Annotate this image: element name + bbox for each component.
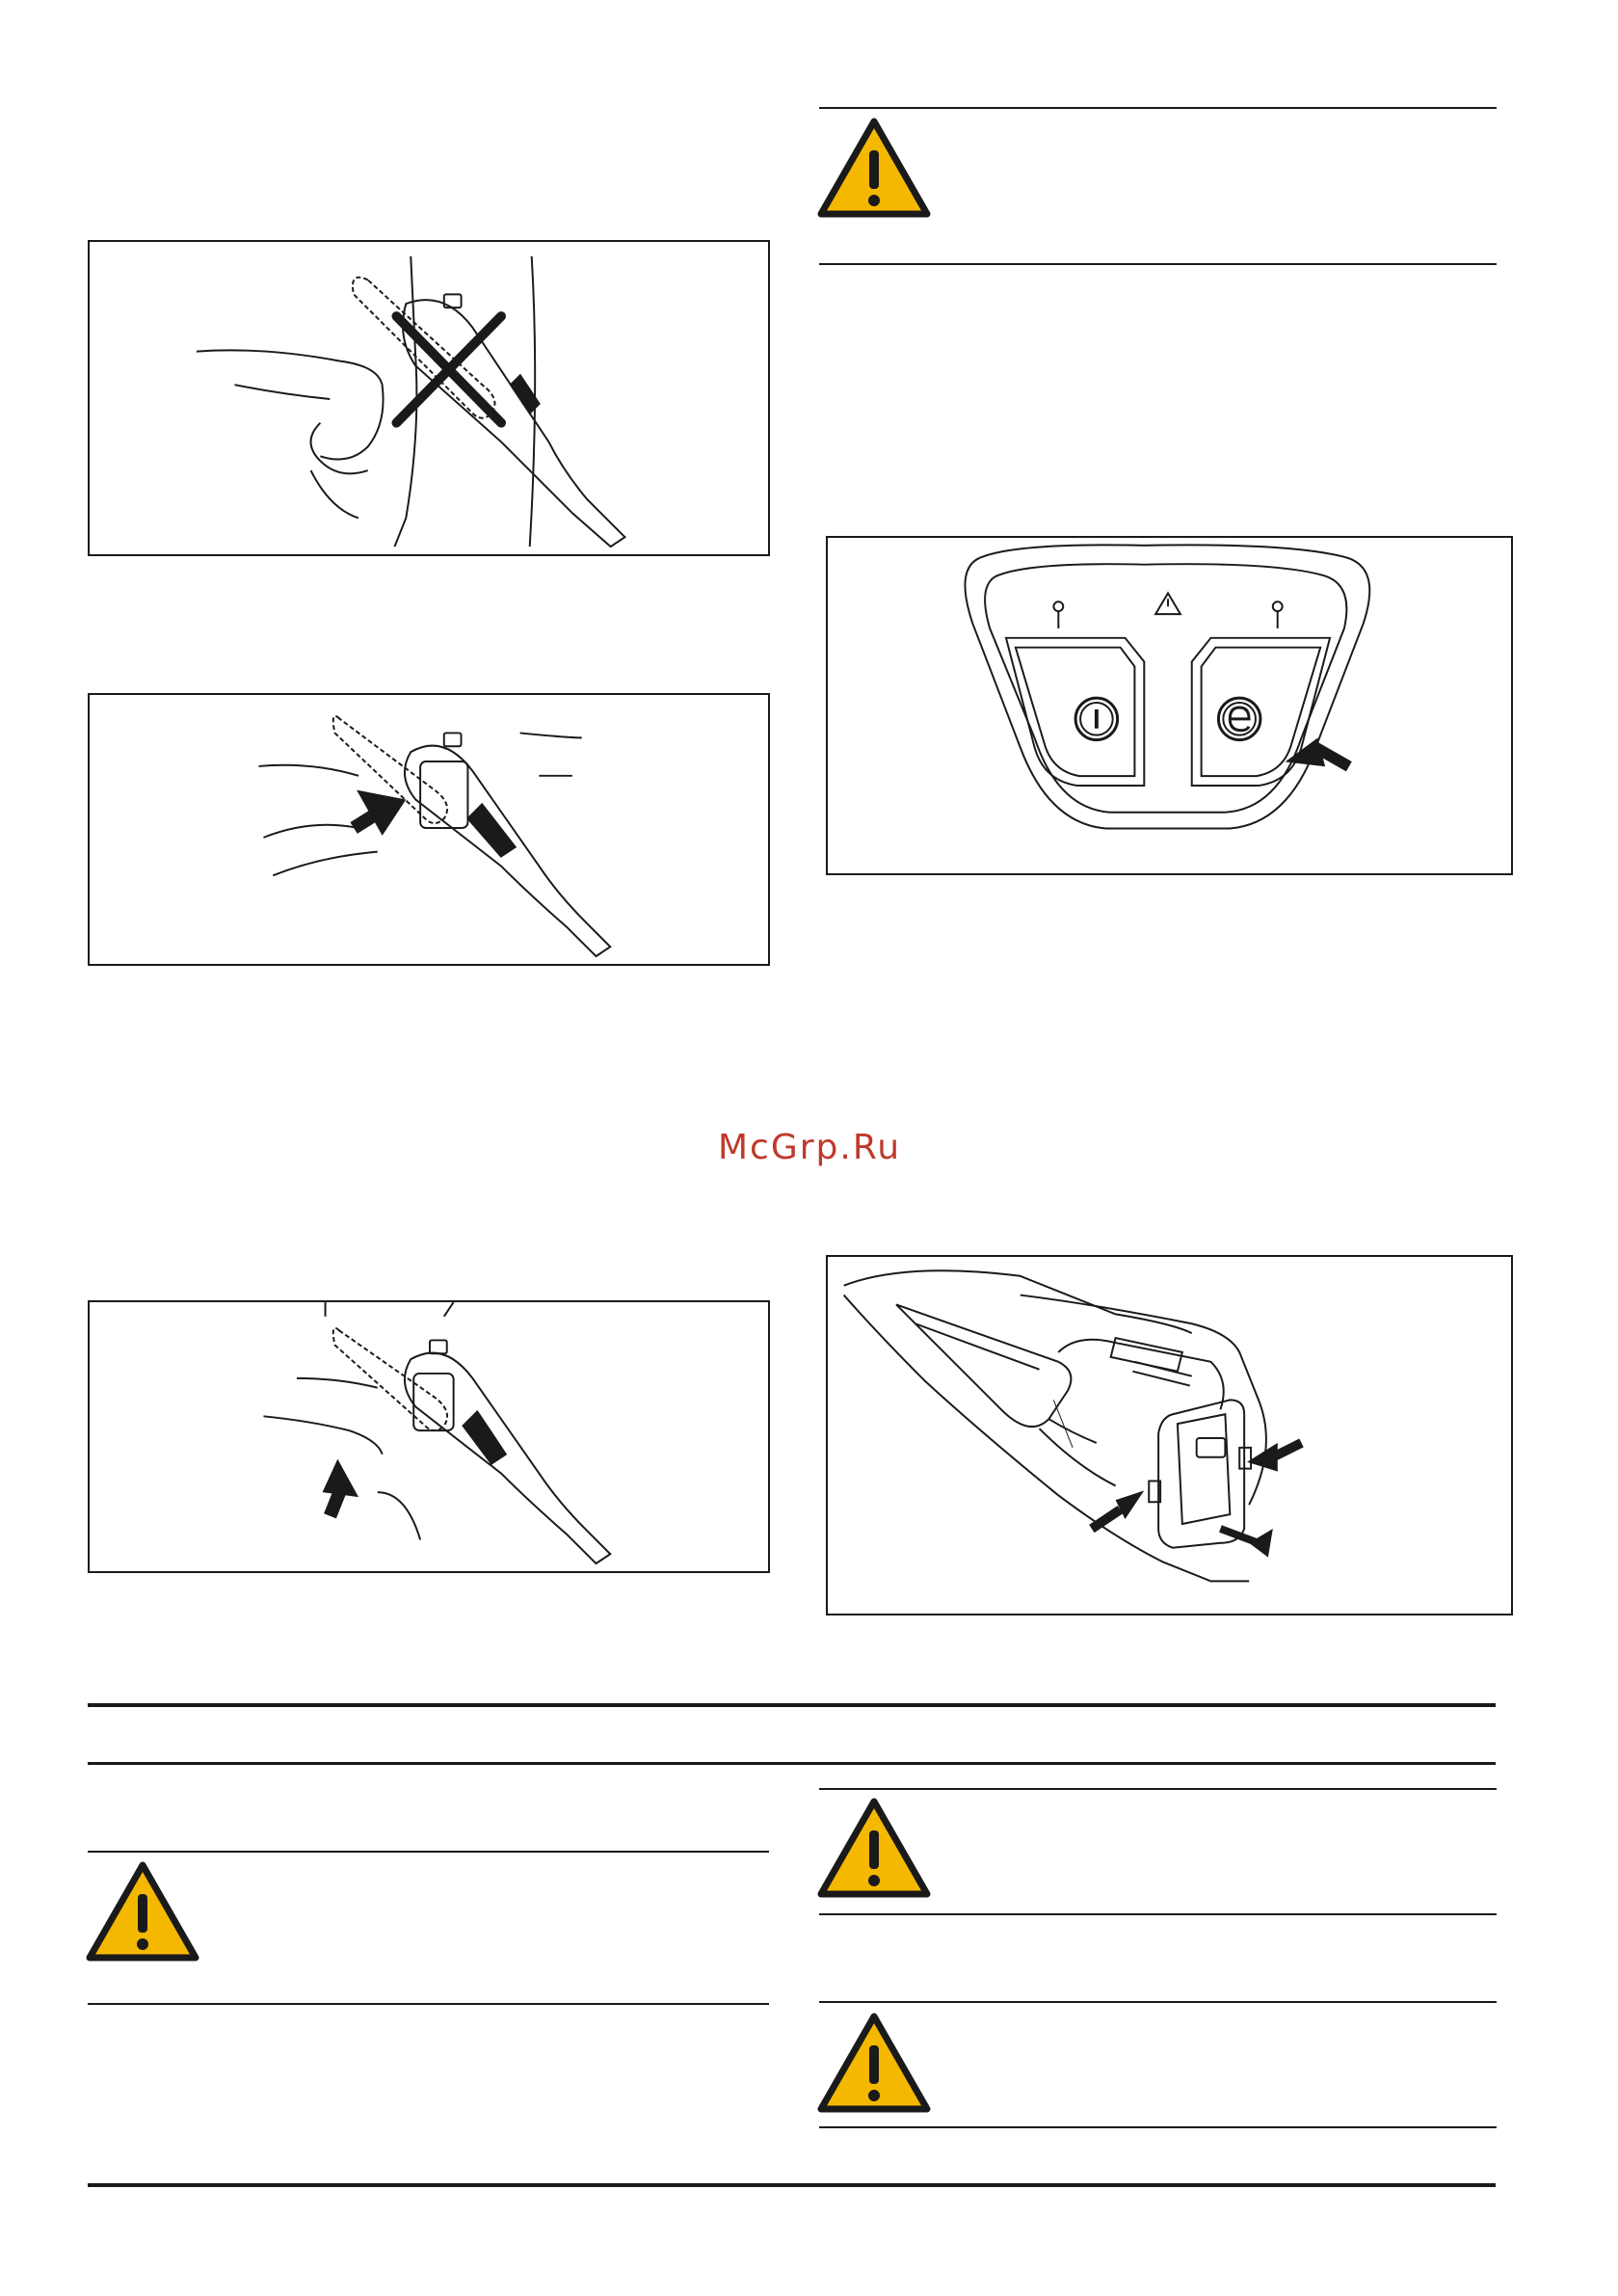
keypad-icon bbox=[828, 538, 1511, 873]
section-rule-thick bbox=[88, 1703, 1496, 1707]
watermark: McGrp.Ru bbox=[718, 1128, 902, 1167]
warning-rule-bottom-1 bbox=[819, 263, 1497, 265]
warning-triangle-icon bbox=[817, 2013, 931, 2113]
warning-rule-bottom-2 bbox=[88, 2003, 769, 2005]
warning-triangle-icon bbox=[86, 1861, 199, 1962]
warning-rule-top-4 bbox=[819, 2001, 1497, 2003]
pole-saw-arrow-icon bbox=[90, 695, 768, 964]
warning-rule-bottom-3 bbox=[819, 1913, 1497, 1915]
figure-wrong-grip bbox=[88, 240, 770, 556]
figure-battery-removal bbox=[826, 1255, 1513, 1615]
warning-rule-top-2 bbox=[88, 1851, 769, 1853]
page-bottom-rule bbox=[88, 2183, 1496, 2187]
warning-rule-top-3 bbox=[819, 1788, 1497, 1790]
warning-rule-top-1 bbox=[819, 107, 1497, 109]
figure-grip-press-arrow bbox=[88, 693, 770, 966]
warning-rule-bottom-4 bbox=[819, 2126, 1497, 2128]
warning-triangle-icon bbox=[817, 1798, 931, 1898]
figure-grip-up-arrow bbox=[88, 1300, 770, 1573]
pole-saw-up-arrow-icon bbox=[90, 1302, 768, 1571]
pole-saw-crossed-out-icon bbox=[90, 242, 768, 554]
battery-release-icon bbox=[828, 1257, 1511, 1614]
section-rule-1 bbox=[88, 1762, 1496, 1765]
warning-triangle-icon bbox=[817, 118, 931, 218]
figure-keypad bbox=[826, 536, 1513, 875]
